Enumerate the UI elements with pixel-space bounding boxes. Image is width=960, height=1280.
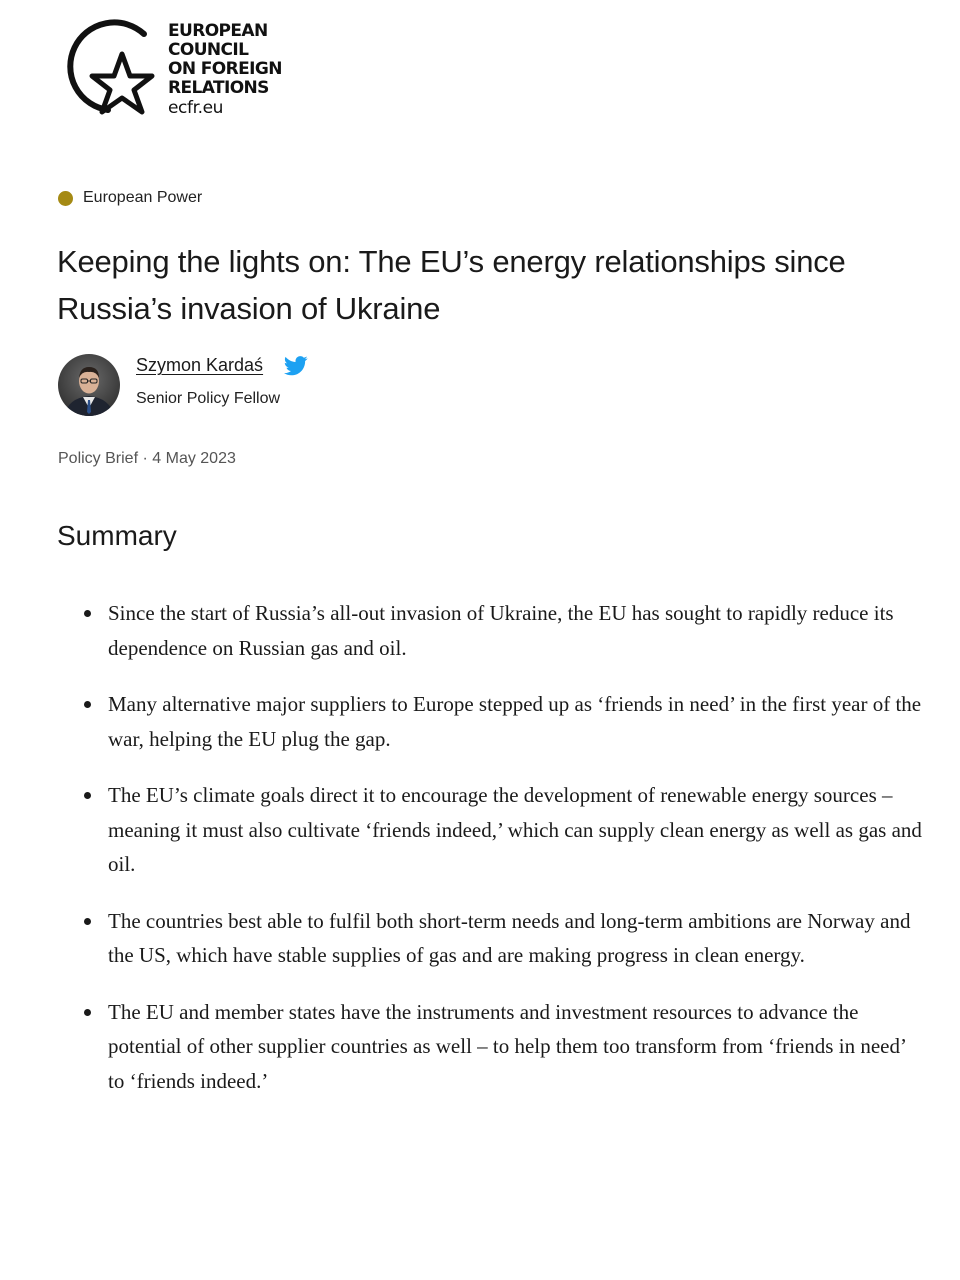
list-item: Since the start of Russia’s all-out invasion of Ukraine, the EU has sought to rapidly reduce its dependence on Russian gas and oil. [108,596,924,665]
author-name-link[interactable]: Szymon Kardaś [136,355,264,375]
page-title: Keeping the lights on: The EU’s energy relationships since Russia’s invasion of Ukraine [57,244,846,326]
publication-meta [58,450,236,468]
organization-name-line: COUNCIL [168,40,249,60]
list-item: The countries best able to fulfil both short-term needs and long-term ambitions are Norway and the US, which have stable supplies of gas and are making progress in clean energy. [108,904,924,973]
site-url: ecfr.eu [168,98,224,118]
organization-name [168,22,282,98]
author-role: Senior Policy Fellow [136,390,281,407]
summary-heading: Summary [57,520,177,551]
author-photo-icon [58,354,120,416]
publication-type: Policy Brief [58,450,139,467]
author-block [58,354,458,418]
category-label: European Power [83,189,203,206]
avatar[interactable] [58,354,120,416]
organization-name-line: EUROPEAN [168,21,268,41]
publication-date: 4 May 2023 [152,450,236,467]
star-circle-logo-icon [56,10,160,126]
ecfr-logo[interactable] [56,10,296,130]
list-item: The EU’s climate goals direct it to encourage the development of renewable energy sources – meaning it must also cultivate ‘friends indeed,’ which can supply clean energy as well as gas and oil. [108,778,924,882]
organization-name-line: ON FOREIGN [168,59,282,79]
twitter-icon[interactable] [284,355,308,377]
meta-separator: · [142,450,148,467]
list-item: The EU and member states have the instruments and investment resources to advance the potential of other supplier countries as well – to help them too transform from ‘friends in need’ to ‘friends indeed.’ [108,995,924,1099]
category-dot-icon [58,191,73,206]
organization-name-line: RELATIONS [168,78,269,98]
summary-list [108,596,924,1120]
category-tag[interactable] [58,189,202,207]
list-item: Many alternative major suppliers to Europe stepped up as ‘friends in need’ in the first year of the war, helping the EU plug the gap. [108,687,924,756]
